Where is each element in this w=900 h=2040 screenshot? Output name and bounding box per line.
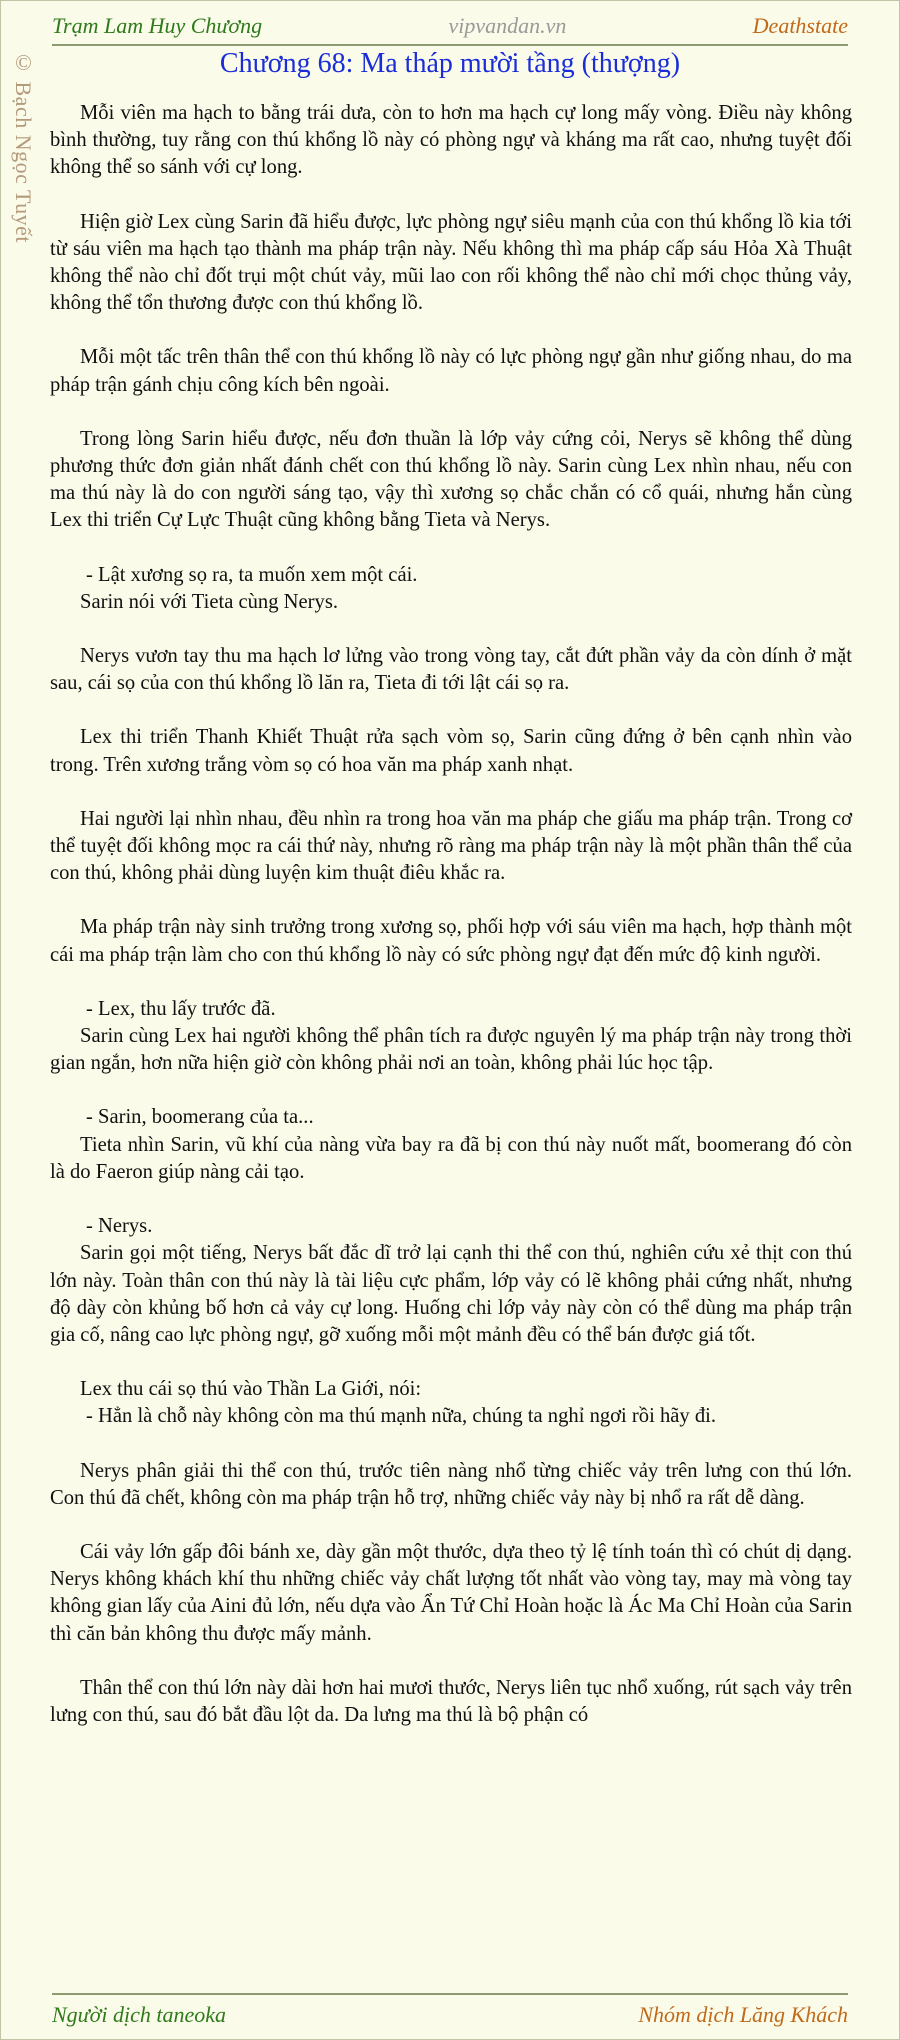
paragraph: Sarin gọi một tiếng, Nerys bất đắc dĩ trở lại cạnh thi thể con thú, nghiên cứu xẻ thịt con thú lớn này. Toàn thân con thú này là tài liệu cực phẩm, lớp vảy có lẽ không phải cứng nhất, nhưng độ dày còn khủng bố hơn cả vảy cự long. Huống chi lớp vảy này còn có thể dùng ma pháp trận gia cố, nâng cao lực phòng ngự, gỡ xuống mỗi một mảnh đều có thể bán được giá tốt. (50, 1242, 852, 1346)
dialogue-line: - Lex, thu lấy trước đã. (86, 997, 276, 1020)
paragraph: Lex thi triển Thanh Khiết Thuật rửa sạch vòm sọ, Sarin cũng đứng ở bên cạnh nhìn vào trong. Trên xương trắng vòm sọ có hoa văn ma pháp xanh nhạt. (50, 726, 852, 776)
paragraph: Ma pháp trận này sinh trưởng trong xương sọ, phối hợp với sáu viên ma hạch, hợp thành một cái ma pháp trận làm cho con thú khổng lồ này có sức phòng ngự đạt đến mức độ kinh người. (50, 916, 852, 966)
site-url[interactable]: vipvandan.vn (448, 13, 567, 38)
paragraph: Mỗi một tấc trên thân thể con thú khổng lồ này có lực phòng ngự gần như giống nhau, do ma pháp trận gánh chịu công kích bên ngoài. (50, 346, 852, 396)
page-header (52, 8, 848, 46)
paragraph: Trong lòng Sarin hiểu được, nếu đơn thuần là lớp vảy cứng cỏi, Nerys sẽ không thể dùng phương thức đơn giản nhất đánh chết con thú khổng lồ này. Sarin cùng Lex nhìn nhau, nếu con ma thú này là do con người sáng tạo, vậy thì xương sọ chắc chắn có cổ quái, nhưng hắn cùng Lex thi triển Cự Lực Thuật cũng không bằng Tieta và Nerys. (50, 427, 852, 532)
translation-group: Nhóm dịch Lăng Khách (638, 2002, 848, 2027)
paragraph: Mỗi viên ma hạch to bằng trái dưa, còn to hơn ma hạch cự long mấy vòng. Điều này không bình thường, tuy rằng con thú khổng lồ này có phòng ngự và kháng ma rất cao, nhưng tuyệt đối không thể so sánh với cự long. (50, 102, 852, 179)
page-footer (52, 1993, 848, 2035)
paragraph: Cái vảy lớn gấp đôi bánh xe, dày gần một thước, dựa theo tỷ lệ tính toán thì có chút dị dạng. Nerys không khách khí thu những chiếc vảy chất lượng tốt nhất vào vòng tay, may mà vòng tay không gian lấy của Aini đủ lớn, nếu dựa vào Ẩn Tứ Chỉ Hoàn hoặc là Ác Ma Chỉ Hoàn của Sarin thì căn bản không thu được mấy mảnh. (50, 1540, 852, 1645)
dialogue-line: - Nerys. (86, 1215, 153, 1238)
paragraph: Sarin cùng Lex hai người không thể phân tích ra được nguyên lý ma pháp trận này trong thời gian ngắn, hơn nữa hiện giờ còn không phải nơi an toàn, không phải lúc học tập. (50, 1025, 852, 1075)
copyright-watermark: © Bạch Ngọc Tuyết (11, 50, 36, 243)
paragraph: Tieta nhìn Sarin, vũ khí của nàng vừa bay ra đã bị con thú này nuốt mất, boomerang đó còn là do Faeron giúp nàng cải tạo. (50, 1133, 852, 1183)
chapter-content (50, 100, 852, 1756)
dialogue-line: - Lật xương sọ ra, ta muốn xem một cái. (86, 563, 418, 586)
paragraph: Thân thể con thú lớn này dài hơn hai mươi thước, Nerys liên tục nhổ xuống, rút sạch vảy trên lưng con thú, sau đó bắt đầu lột da. Da lưng ma thú là bộ phận có (50, 1676, 852, 1726)
paragraph: Sarin nói với Tieta cùng Nerys. (80, 590, 339, 613)
story-title: Deathstate (752, 13, 848, 38)
paragraph: Hiện giờ Lex cùng Sarin đã hiểu được, lực phòng ngự siêu mạnh của con thú khổng lồ kia tới từ sáu viên ma hạch tạo thành ma pháp trận này. Nếu không thì ma pháp cấp sáu Hỏa Xà Thuật không thể nào chỉ đốt trụi một chút vảy, mũi lao con rối không thể nào chỉ mới chọc thủng vảy, không thể tổn thương được con thú khổng lồ. (50, 210, 852, 315)
paragraph: Hai người lại nhìn nhau, đều nhìn ra trong hoa văn ma pháp che giấu ma pháp trận. Trong cơ thể tuyệt đối không mọc ra cái thứ này, nhưng rõ ràng ma pháp trận này là một phần thân thể của con thú, không phải dùng luyện kim thuật điêu khắc ra. (50, 807, 852, 885)
paragraph: Nerys phân giải thi thể con thú, trước tiên nàng nhổ từng chiếc vảy trên lưng con thú lớn. Con thú đã chết, không còn ma pháp trận hỗ trợ, những chiếc vảy này bị nhổ ra rất dễ dàng. (50, 1459, 852, 1509)
chapter-title: Chương 68: Ma tháp mười tầng (thượng) (219, 48, 681, 79)
site-title: Trạm Lam Huy Chương (52, 13, 263, 38)
dialogue-line: - Hẳn là chỗ này không còn ma thú mạnh nữa, chúng ta nghỉ ngơi rồi hãy đi. (86, 1405, 716, 1428)
paragraph: Nerys vươn tay thu ma hạch lơ lửng vào trong vòng tay, cắt đứt phần vảy da còn dính ở mặt sau, cái sọ của con thú khổng lồ lăn ra, Tieta đi tới lật cái sọ ra. (50, 645, 852, 695)
translator-credit: Người dịch taneoka (52, 2002, 227, 2027)
dialogue-line: - Sarin, boomerang của ta... (86, 1106, 314, 1129)
paragraph: Lex thu cái sọ thú vào Thần La Giới, nói: (80, 1378, 422, 1401)
